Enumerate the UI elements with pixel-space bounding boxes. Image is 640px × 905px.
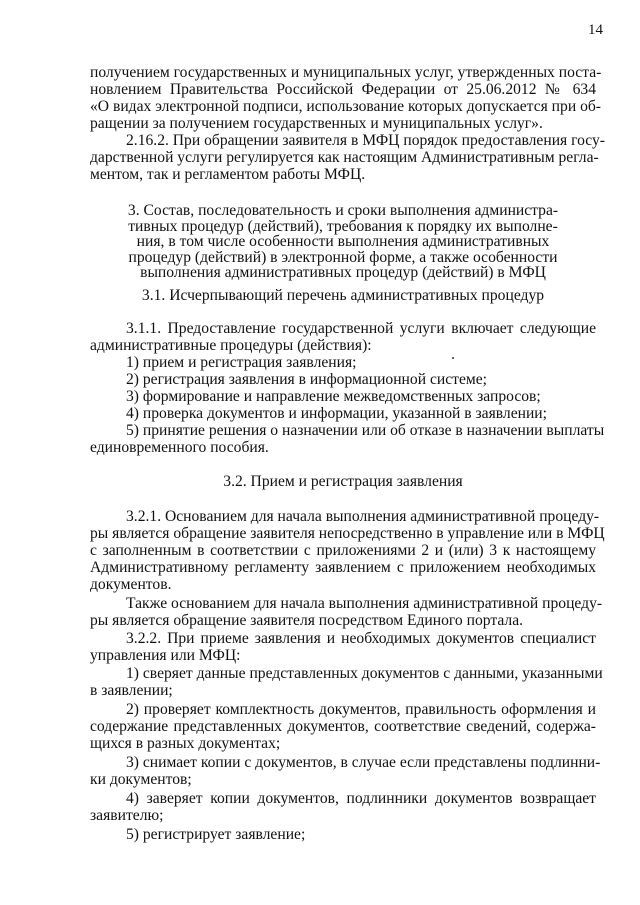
list-item: 5) принятие решения о назначении или об отказе в назначении выплаты bbox=[126, 422, 605, 439]
text-line: ращении за получением государственных и муниципальных услуг». bbox=[90, 115, 543, 132]
text-line: с заполненным в соответствии с приложениями 2 и (или) 3 к настоящему bbox=[90, 542, 596, 559]
text-line: получением государственных и муниципальных услуг, утвержденных поста- bbox=[90, 64, 602, 81]
text-line: дарственной услуги регулируется как настоящим Административным регла- bbox=[90, 149, 599, 166]
list-item: 1) сверяет данные представленных документов с данными, указанными bbox=[126, 665, 603, 682]
page-number: 14 bbox=[588, 22, 603, 38]
text-line: новлением Правительства Российской Федерации от 25.06.2012 № 634 bbox=[90, 81, 596, 98]
text-line: административные процедуры (действия): bbox=[90, 337, 372, 354]
text-line: 3.2.1. Основанием для начала выполнения административной процеду- bbox=[126, 508, 600, 525]
subsection-heading: 3.2. Прием и регистрация заявления bbox=[223, 473, 463, 490]
list-item: 2) регистрация заявления в информационной системе; bbox=[126, 371, 487, 388]
list-item: 3) формирование и направление межведомственных запросов; bbox=[126, 388, 541, 405]
list-item: 4) проверка документов и информации, указанной в заявлении; bbox=[126, 405, 547, 422]
list-item: 2) проверяет комплектность документов, правильность оформления и bbox=[126, 701, 596, 718]
text-line: ментом, так и регламентом работы МФЦ. bbox=[90, 166, 366, 183]
text-line: 3.1.1. Предоставление государственной услуги включает следующие bbox=[126, 320, 596, 337]
text-line: управления или МФЦ: bbox=[90, 647, 241, 664]
list-item: 3) снимает копии с документов, в случае если представлены подлинни- bbox=[126, 754, 601, 771]
section-heading-line: 3. Состав, последовательность и сроки выполнения администра- bbox=[127, 202, 559, 219]
text-line: 2.16.2. При обращении заявителя в МФЦ порядок предоставления госу- bbox=[126, 132, 606, 149]
text-line: 3.2.2. При приеме заявления и необходимых документов специалист bbox=[126, 630, 596, 647]
list-item: 4) заверяет копии документов, подлинники документов возвращает bbox=[126, 790, 596, 807]
list-item: 5) регистрирует заявление; bbox=[126, 826, 306, 843]
text-line: Административному регламенту заявлением с приложением необходимых bbox=[90, 559, 596, 576]
text-line: ры является обращение заявителя непосредственно в управление или в МФЦ bbox=[90, 525, 605, 542]
text-line: единовременного пособия. bbox=[90, 439, 269, 456]
text-line: в заявлении; bbox=[90, 682, 173, 699]
list-item: 1) прием и регистрация заявления; bbox=[126, 354, 357, 371]
scan-speck bbox=[452, 357, 454, 359]
text-line: содержание представленных документов, соответствие сведений, содержа- bbox=[90, 718, 596, 735]
section-heading-line: тивных процедур (действий), требования к порядку их выполне- bbox=[128, 218, 558, 235]
text-line: щихся в разных документах; bbox=[90, 735, 281, 752]
section-heading-line: выполнения административных процедур (действий) в МФЦ bbox=[140, 264, 546, 281]
text-line: ры является обращение заявителя посредством Единого портала. bbox=[90, 612, 524, 629]
subsection-heading: 3.1. Исчерпывающий перечень административных процедур bbox=[141, 287, 545, 304]
section-heading-line: процедур (действий) в электронной форме, а также особенности bbox=[128, 249, 558, 266]
section-heading-line: ния, в том числе особенности выполнения административных bbox=[136, 233, 550, 250]
text-line: ки документов; bbox=[90, 771, 192, 788]
text-line: Также основанием для начала выполнения административной процеду- bbox=[126, 595, 603, 612]
text-line: заявителю; bbox=[90, 807, 164, 824]
text-line: документов. bbox=[90, 576, 172, 593]
text-line: «О видах электронной подписи, использование которых допускается при об- bbox=[90, 98, 601, 115]
